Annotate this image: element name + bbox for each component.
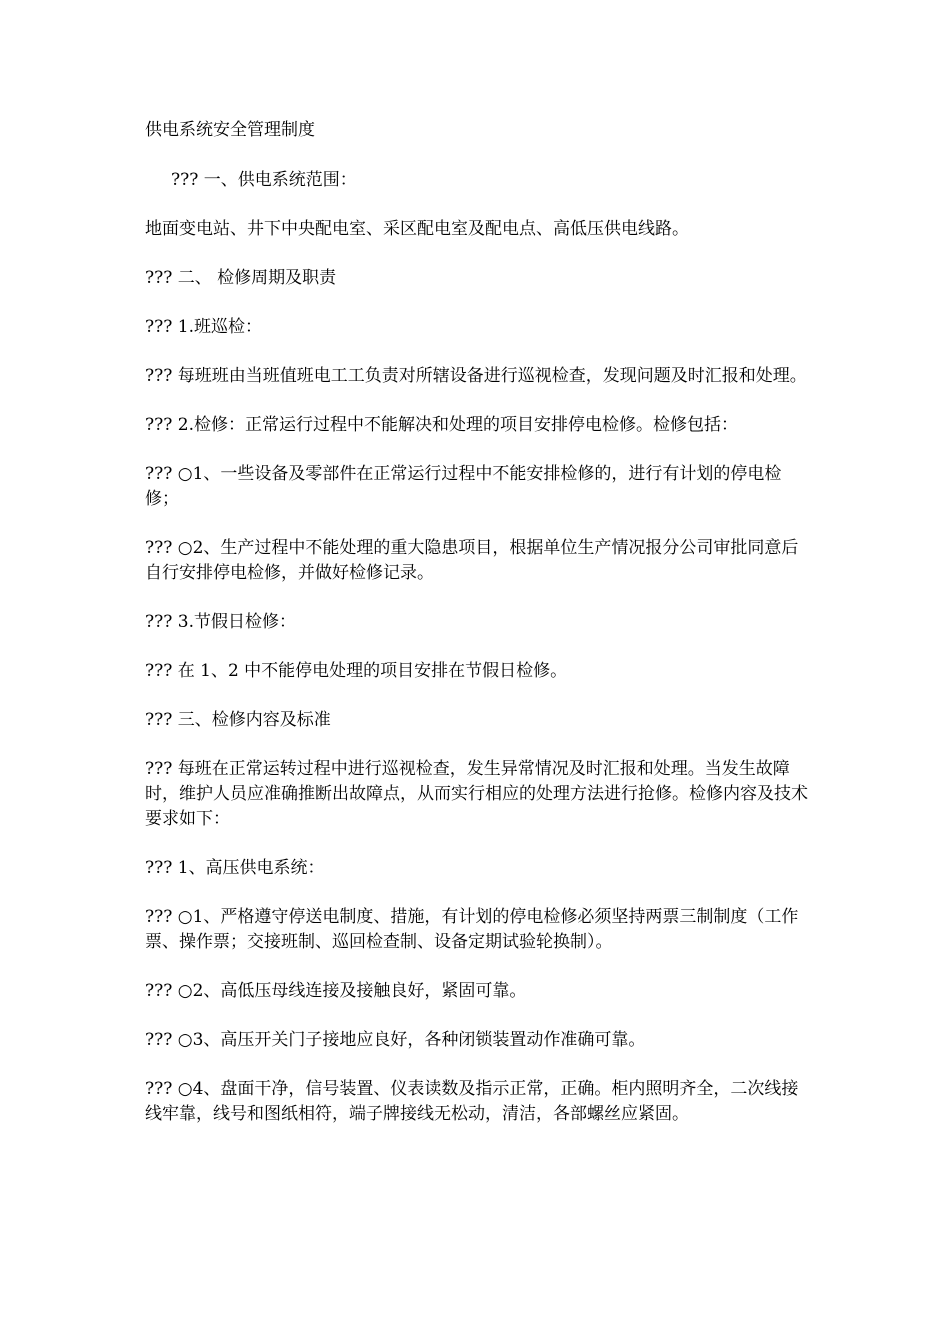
paragraph-section-2: ??? 二、 检修周期及职责 bbox=[145, 268, 337, 288]
paragraph: 地面变电站、井下中央配电室、采区配电室及配电点、高低压供电线路。 bbox=[145, 219, 689, 239]
paragraph: ??? ○3、高压开关门子接地应良好，各种闭锁装置动作准确可靠。 bbox=[145, 1030, 646, 1050]
paragraph: ??? 2.检修：正常运行过程中不能解决和处理的项目安排停电检修。检修包括： bbox=[145, 415, 738, 435]
paragraph: ??? 每班班由当班值班电工工负责对所辖设备进行巡视检查，发现问题及时汇报和处理。 bbox=[145, 366, 807, 386]
paragraph: ??? 在 1、2 中不能停电处理的项目安排在节假日检修。 bbox=[145, 661, 568, 681]
paragraph: ??? ○4、盘面干净，信号装置、仪表读数及指示正常，正确。柜内照明齐全，二次线接线牢靠，线号和图纸相符，端子牌接线无松动，清洁，各部螺丝应紧固。 bbox=[145, 1079, 799, 1124]
paragraph: ??? ○1、严格遵守停送电制度、措施，有计划的停电检修必须坚持两票三制制度（工作票、操作票；交接班制、巡回检查制、设备定期试验轮换制）。 bbox=[145, 907, 799, 952]
paragraph: ??? ○2、高低压母线连接及接触良好，紧固可靠。 bbox=[145, 981, 527, 1001]
paragraph: ??? 每班在正常运转过程中进行巡视检查，发生异常情况及时汇报和处理。当发生故障时，维护人员应准确推断出故障点，从而实行相应的处理方法进行抢修。检修内容及技术要求如下： bbox=[145, 759, 808, 829]
paragraph: ??? ○1、一些设备及零部件在正常运行过程中不能安排检修的，进行有计划的停电检修； bbox=[145, 464, 782, 509]
paragraph-section-1: ??? 一、供电系统范围： bbox=[171, 170, 357, 190]
paragraph: ??? 1、高压供电系统： bbox=[145, 858, 325, 878]
paragraph: ??? ○2、生产过程中不能处理的重大隐患项目，根据单位生产情况报分公司审批同意后自行安排停电检修，并做好检修记录。 bbox=[145, 538, 799, 583]
paragraph-section-3: ??? 三、检修内容及标准 bbox=[145, 710, 331, 730]
document-page bbox=[145, 118, 815, 1151]
document-title: 供电系统安全管理制度 bbox=[145, 120, 315, 140]
paragraph: ??? 1.班巡检： bbox=[145, 317, 262, 337]
paragraph: ??? 3.节假日检修： bbox=[145, 612, 296, 632]
